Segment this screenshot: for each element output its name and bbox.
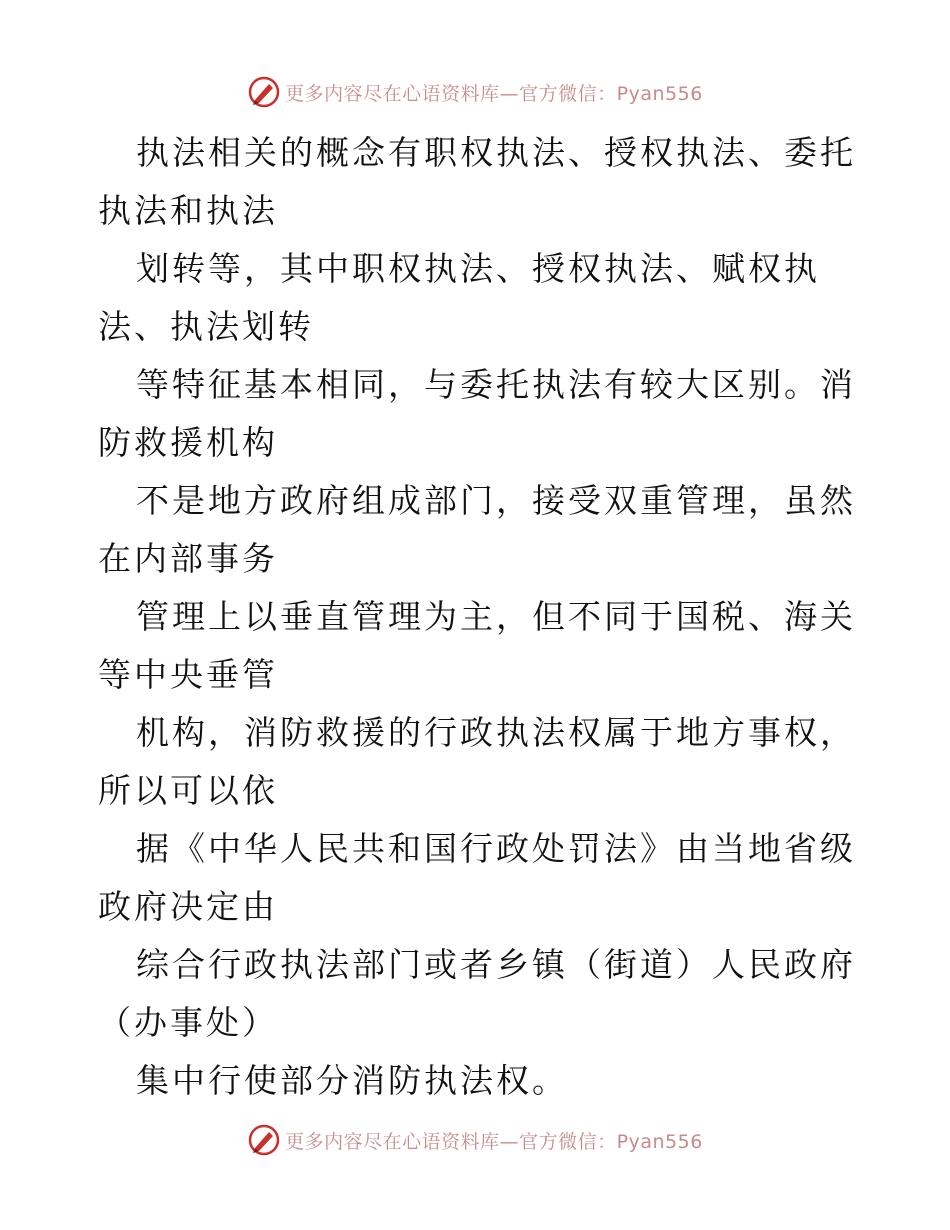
header-watermark bbox=[0, 72, 950, 112]
paragraph: 执法相关的概念有职权执法、授权执法、委托执法和执法 bbox=[98, 133, 856, 230]
paragraph: 据《中华人民共和国行政处罚法》由当地省级政府决定由 bbox=[98, 829, 856, 926]
document-body bbox=[98, 124, 858, 1110]
paragraph: 等特征基本相同，与委托执法有较大区别。消防救援机构 bbox=[98, 365, 856, 462]
paragraph: 不是地方政府组成部门，接受双重管理，虽然在内部事务 bbox=[98, 481, 856, 578]
pen-logo-icon bbox=[247, 75, 281, 109]
watermark-text: 更多内容尽在心语资料库—官方微信：Pyan556 bbox=[285, 1130, 703, 1153]
paragraph: 管理上以垂直管理为主，但不同于国税、海关等中央垂管 bbox=[98, 597, 856, 694]
watermark-text: 更多内容尽在心语资料库—官方微信：Pyan556 bbox=[285, 82, 703, 105]
paragraph: 综合行政执法部门或者乡镇（街道）人民政府（办事处） bbox=[98, 945, 856, 1042]
paragraph: 划转等，其中职权执法、授权执法、赋权执法、执法划转 bbox=[98, 249, 820, 346]
paragraph: 集中行使部分消防执法权。 bbox=[136, 1061, 568, 1100]
pen-logo-icon bbox=[247, 1123, 281, 1157]
footer-watermark bbox=[0, 1120, 950, 1160]
paragraph: 机构，消防救援的行政执法权属于地方事权，所以可以依 bbox=[98, 713, 856, 810]
